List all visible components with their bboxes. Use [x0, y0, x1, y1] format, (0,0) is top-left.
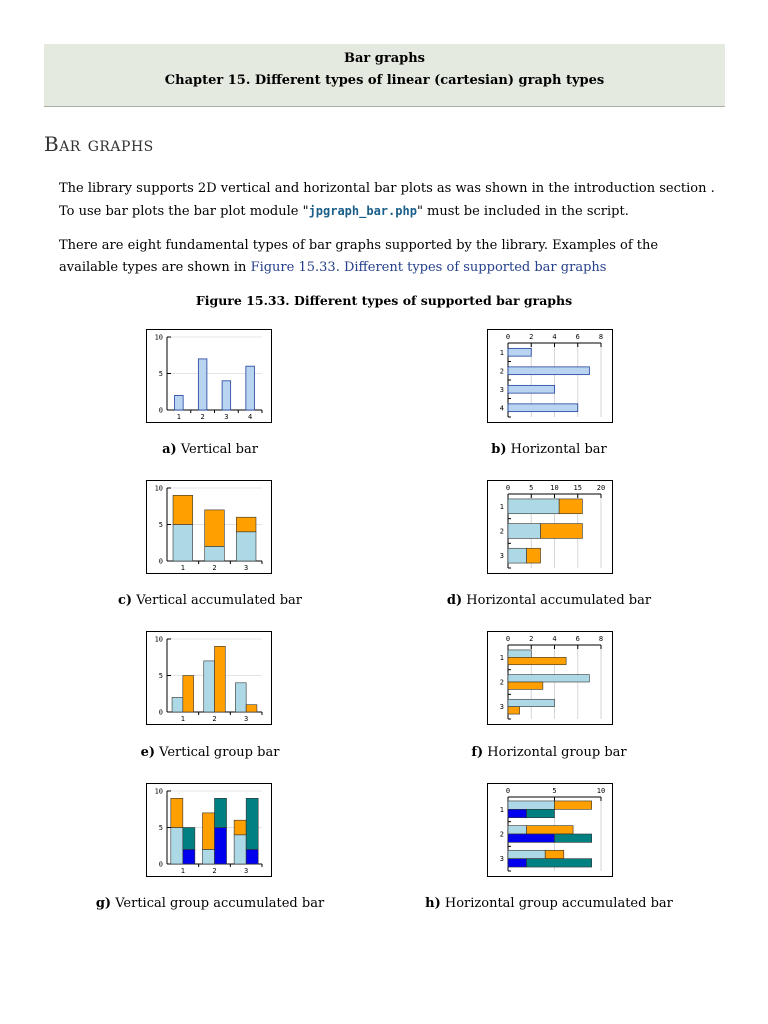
x-tick-label: 4	[552, 635, 557, 643]
caption-a	[60, 442, 360, 457]
bar	[527, 826, 574, 834]
bar	[508, 682, 543, 689]
bar	[508, 707, 520, 714]
bar	[205, 546, 225, 561]
types-text: There are eight fundamental types of bar graphs supported by the library. Examples of the available types are shown in	[59, 238, 659, 275]
x-tick-label: 2	[200, 413, 205, 421]
y-tick-label: 1	[499, 653, 504, 662]
y-tick-label: 3	[499, 385, 504, 394]
bar	[246, 849, 258, 864]
bar	[508, 657, 566, 664]
bar	[173, 495, 193, 524]
caption-text: Horizontal group bar	[487, 745, 627, 760]
bar	[234, 835, 246, 864]
y-tick-label: 5	[158, 521, 163, 529]
bar	[527, 859, 592, 867]
section-title: Bar graphs	[44, 132, 154, 156]
y-tick-label: 10	[154, 635, 163, 644]
types-paragraph	[59, 235, 719, 279]
x-tick-label: 6	[575, 333, 580, 341]
caption-c	[60, 593, 360, 608]
caption-g	[60, 896, 360, 911]
bar	[246, 366, 255, 410]
bar	[173, 525, 193, 562]
bar	[236, 532, 256, 561]
caption-letter: b)	[491, 442, 507, 457]
chart-h-horizontal-group-accumulated-bar	[487, 783, 613, 877]
intro-text-b: " must be included in the script.	[416, 204, 629, 219]
chart-svg	[146, 329, 272, 423]
y-tick-label: 3	[499, 855, 504, 864]
caption-text: Horizontal group accumulated bar	[444, 896, 673, 911]
bar	[236, 517, 256, 532]
bar	[555, 801, 592, 809]
y-tick-label: 2	[499, 367, 504, 376]
y-tick-label: 2	[499, 678, 504, 687]
x-tick-label: 2	[529, 333, 534, 341]
caption-text: Vertical group accumulated bar	[115, 896, 325, 911]
caption-letter: h)	[425, 896, 441, 911]
chart-svg	[487, 631, 613, 725]
x-tick-label: 3	[244, 715, 249, 723]
chart-g-vertical-group-accumulated-bar	[146, 783, 272, 877]
x-tick-label: 5	[552, 787, 557, 795]
x-tick-label: 5	[529, 484, 534, 492]
bar	[234, 820, 246, 835]
x-tick-label: 10	[550, 484, 559, 492]
x-tick-label: 8	[598, 333, 604, 341]
bar	[183, 828, 195, 850]
caption-letter: g)	[95, 896, 112, 911]
x-tick-label: 0	[505, 787, 511, 795]
x-tick-label: 10	[596, 787, 606, 795]
bar	[508, 834, 555, 842]
bar	[508, 809, 527, 817]
chart-a-vertical-bar	[146, 329, 272, 423]
bar	[172, 697, 183, 712]
bar	[508, 801, 555, 809]
caption-text: Vertical accumulated bar	[136, 593, 302, 608]
bar	[559, 499, 582, 514]
y-tick-label: 1	[499, 502, 504, 511]
bar	[508, 859, 527, 867]
bar	[508, 499, 559, 514]
chart-svg	[146, 783, 272, 877]
caption-letter: c)	[118, 593, 133, 608]
x-tick-label: 2	[529, 635, 534, 643]
bar	[202, 849, 214, 864]
y-tick-label: 3	[499, 552, 504, 561]
chart-b-horizontal-bar	[487, 329, 613, 423]
bar	[235, 683, 246, 712]
bar	[246, 705, 257, 712]
y-tick-label: 4	[499, 404, 504, 413]
y-tick-label: 5	[158, 824, 163, 832]
y-tick-label: 3	[499, 703, 504, 712]
y-tick-label: 1	[499, 348, 504, 357]
x-tick-label: 1	[176, 413, 181, 421]
chart-svg	[146, 480, 272, 574]
bar	[508, 367, 589, 375]
figure-link[interactable]: Figure 15.33. Different types of supported bar graphs	[250, 260, 607, 275]
x-tick-label: 3	[244, 867, 249, 875]
caption-f	[399, 745, 699, 760]
caption-d	[399, 593, 699, 608]
y-tick-label: 10	[154, 484, 163, 493]
caption-letter: f)	[471, 745, 484, 760]
bar	[527, 548, 541, 563]
bar	[183, 849, 195, 864]
bar	[555, 834, 592, 842]
intro-paragraph	[59, 178, 719, 223]
x-tick-label: 0	[505, 635, 511, 643]
bar	[175, 395, 184, 410]
y-tick-label: 2	[499, 527, 504, 536]
caption-h	[399, 896, 699, 911]
x-tick-label: 6	[575, 635, 580, 643]
bar	[171, 798, 183, 827]
header-section-title: Bar graphs	[343, 51, 425, 66]
x-tick-label: 2	[212, 564, 217, 572]
caption-b	[399, 442, 699, 457]
chart-d-horizontal-accumulated-bar	[487, 480, 613, 574]
x-tick-label: 0	[505, 484, 511, 492]
bar	[508, 404, 578, 412]
chart-svg	[146, 631, 272, 725]
bar	[508, 850, 545, 858]
bar	[246, 798, 258, 849]
bar	[508, 524, 541, 539]
x-tick-label: 1	[180, 867, 185, 875]
bar	[508, 826, 527, 834]
y-tick-label: 5	[158, 370, 163, 378]
header-chapter-title: Chapter 15. Different types of linear (cartesian) graph types	[164, 73, 605, 88]
chart-c-vertical-accumulated-bar	[146, 480, 272, 574]
x-tick-label: 20	[596, 484, 606, 492]
bar	[183, 676, 194, 713]
caption-text: Horizontal accumulated bar	[466, 593, 652, 608]
chart-svg	[487, 480, 613, 574]
figure-title: Figure 15.33. Different types of supported bar graphs	[195, 293, 573, 308]
x-tick-label: 1	[180, 564, 185, 572]
chart-e-vertical-group-bar	[146, 631, 272, 725]
x-tick-label: 3	[244, 564, 249, 572]
bar	[215, 828, 227, 865]
y-tick-label: 0	[158, 708, 163, 717]
bar	[541, 524, 583, 539]
bar	[508, 675, 589, 682]
bar	[545, 850, 564, 858]
y-tick-label: 10	[154, 333, 163, 342]
caption-e	[60, 745, 360, 760]
bar	[171, 828, 183, 865]
y-tick-label: 1	[499, 805, 504, 814]
y-tick-label: 0	[158, 860, 163, 869]
chart-f-horizontal-group-bar	[487, 631, 613, 725]
caption-text: Vertical bar	[180, 442, 258, 457]
y-tick-label: 5	[158, 672, 163, 680]
bar	[508, 699, 555, 706]
caption-letter: d)	[446, 593, 463, 608]
bar	[205, 510, 225, 547]
bar	[508, 385, 555, 393]
bar	[202, 813, 214, 850]
x-tick-label: 4	[248, 413, 253, 421]
chart-svg	[487, 783, 613, 877]
x-tick-label: 2	[212, 867, 217, 875]
caption-letter: a)	[162, 442, 177, 457]
bar	[508, 548, 527, 563]
page-header	[44, 44, 725, 107]
module-filename: jpgraph_bar.php	[308, 204, 417, 218]
bar	[215, 798, 227, 827]
bar	[508, 650, 531, 657]
x-tick-label: 3	[224, 413, 229, 421]
x-tick-label: 15	[573, 484, 582, 492]
caption-text: Horizontal bar	[510, 442, 607, 457]
bar	[198, 359, 207, 410]
y-tick-label: 10	[154, 787, 163, 796]
bar	[204, 661, 215, 712]
caption-letter: e)	[140, 745, 155, 760]
x-tick-label: 4	[552, 333, 557, 341]
intro-text-a: The library supports 2D vertical and horizontal bar plots as was shown in the introduction section . To use bar plots the bar plot module "	[59, 181, 715, 219]
x-tick-label: 2	[212, 715, 217, 723]
x-tick-label: 1	[180, 715, 185, 723]
caption-text: Vertical group bar	[159, 745, 280, 760]
y-tick-label: 0	[158, 406, 163, 415]
chart-svg	[487, 329, 613, 423]
x-tick-label: 8	[598, 635, 604, 643]
x-tick-label: 0	[505, 333, 511, 341]
bar	[222, 381, 231, 410]
y-tick-label: 2	[499, 830, 504, 839]
bar	[527, 809, 555, 817]
bar	[215, 646, 226, 712]
y-tick-label: 0	[158, 557, 163, 566]
bar	[508, 348, 531, 356]
